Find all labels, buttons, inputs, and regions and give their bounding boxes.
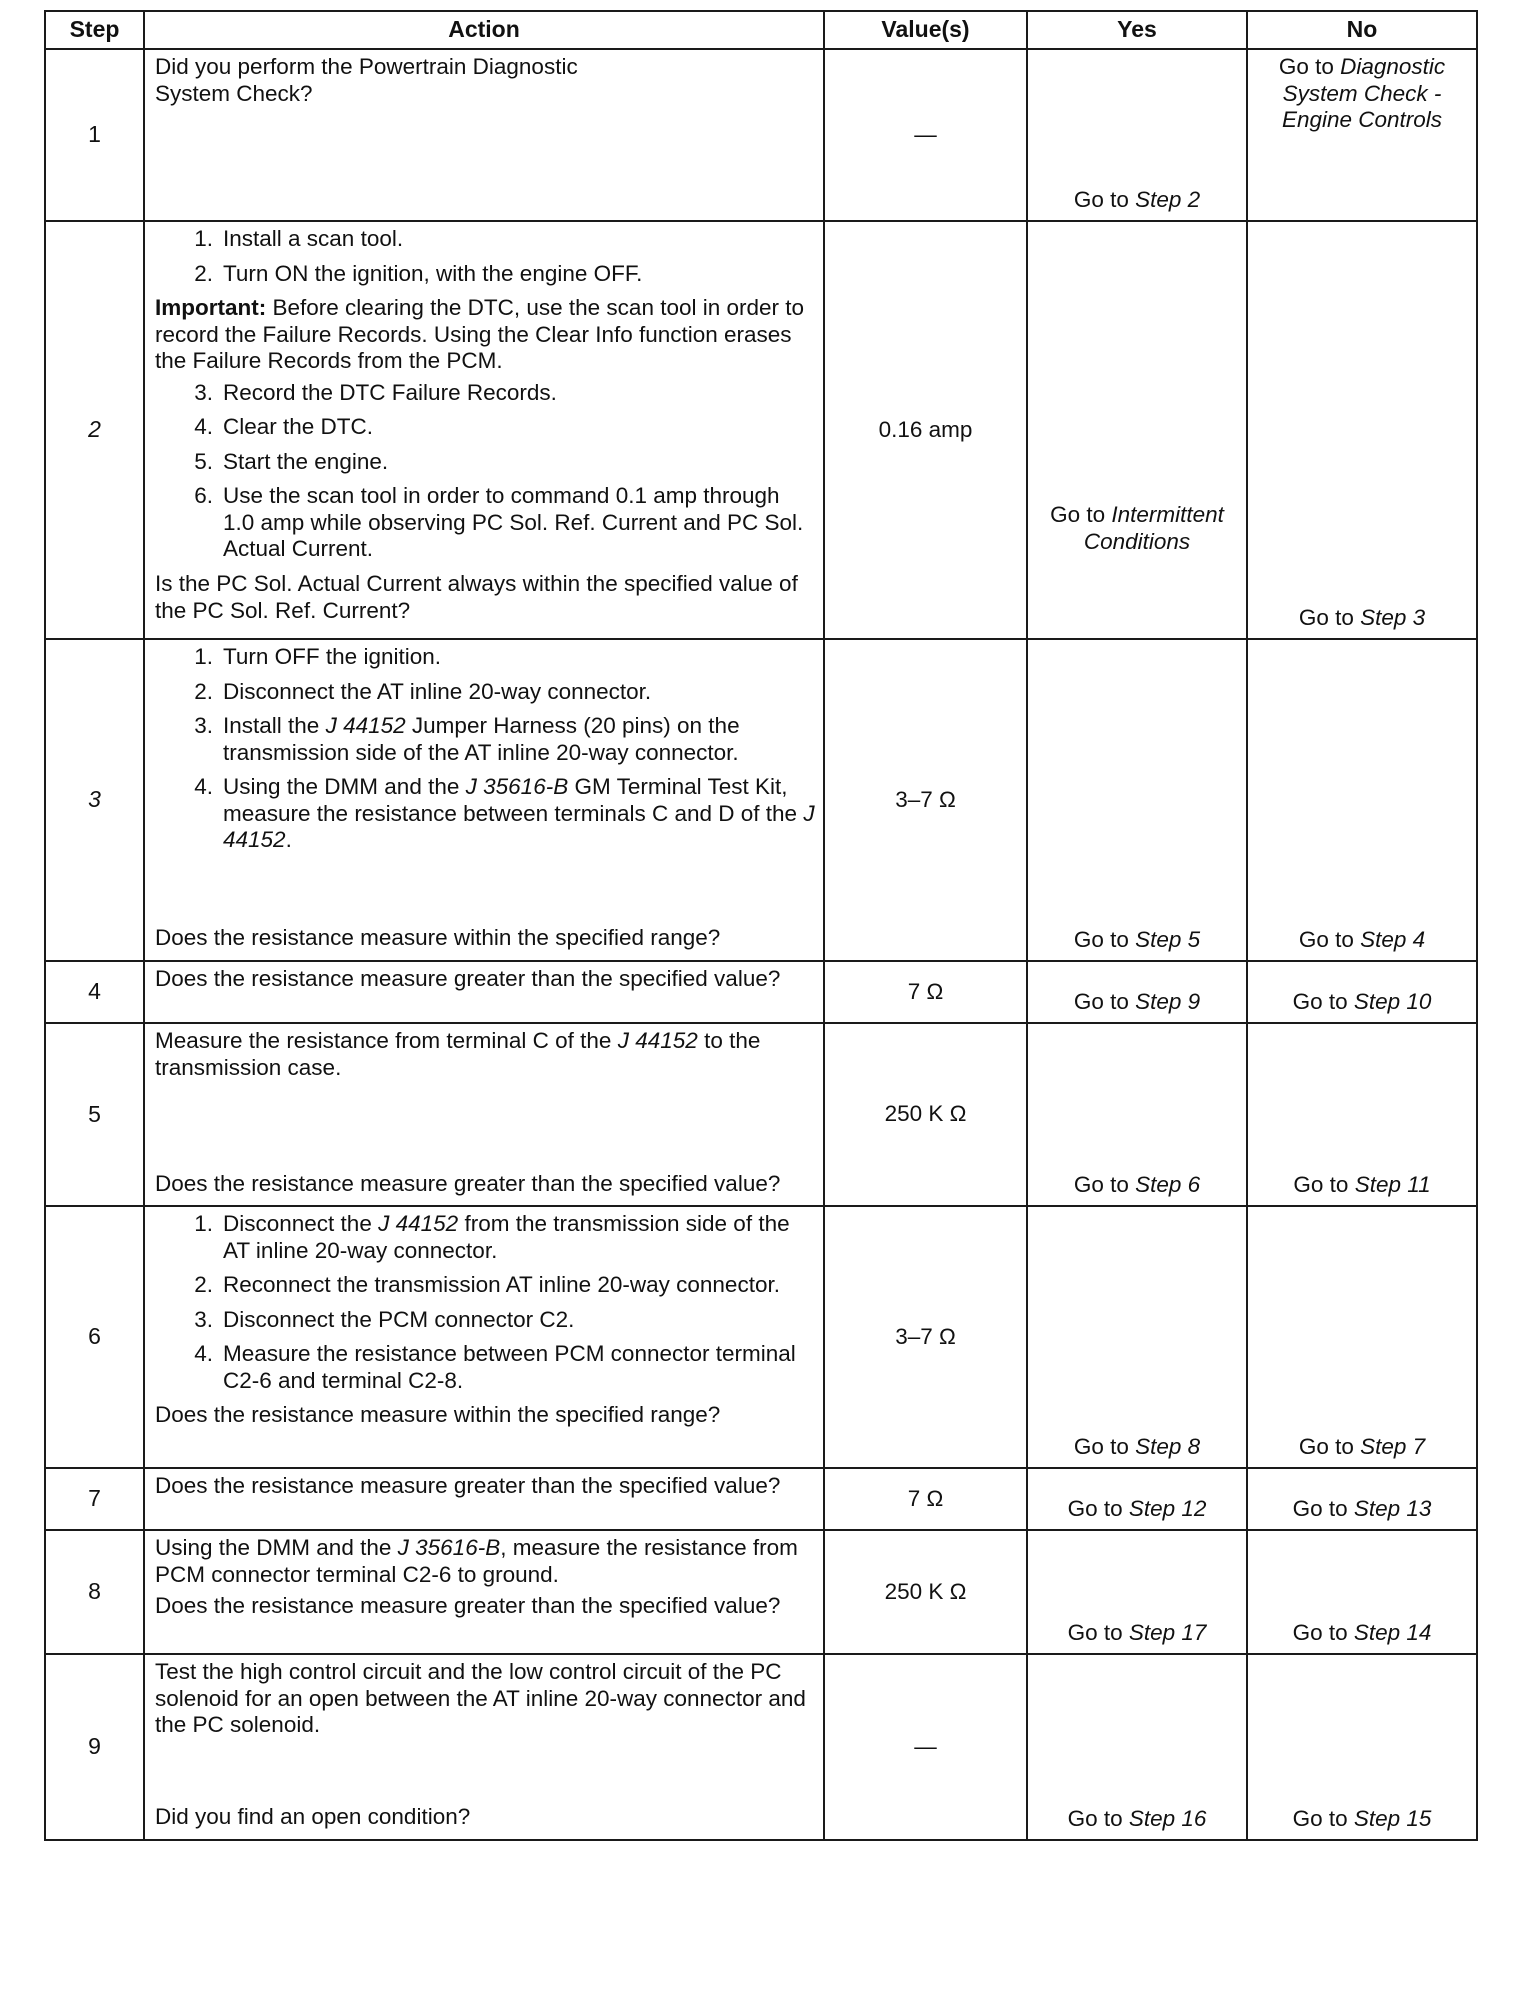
yes-cell[interactable]: [1027, 1023, 1247, 1206]
goto-label: Go to: [1073, 1434, 1129, 1460]
yes-cell[interactable]: [1027, 1530, 1247, 1654]
list-item: 4. Using the DMM and the J 35616-B GM Terminal Test Kit, measure the resistance between terminals C and D of the J 44152.: [194, 774, 815, 853]
no-target-link[interactable]: Step 3: [1360, 605, 1426, 631]
yes-cell[interactable]: [1027, 1468, 1247, 1530]
action-cell: [144, 1654, 824, 1840]
yes-target-link[interactable]: Step 8: [1135, 1434, 1201, 1460]
procedure-list: [155, 644, 815, 862]
yes-cell[interactable]: [1027, 49, 1247, 221]
yes-cell[interactable]: [1027, 221, 1247, 639]
no-target-link[interactable]: Diagnostic System Check - Engine Controls: [1281, 54, 1446, 133]
action-cell: [144, 1206, 824, 1468]
action-text: Did you perform the Powertrain Diagnostic: [155, 54, 578, 79]
list-item: 1. Turn OFF the ignition.: [194, 644, 442, 669]
question-text: Does the resistance measure greater than the specified value?: [155, 966, 781, 991]
goto-label: Go to: [1278, 54, 1334, 79]
goto-label: Go to: [1292, 1496, 1348, 1522]
yes-cell[interactable]: [1027, 639, 1247, 961]
diagnostic-table: [44, 10, 1478, 1841]
goto-label: Go to: [1073, 989, 1129, 1015]
action-text: Using the DMM and the J 35616-B, measure the resistance from PCM connector terminal C2-6 to ground.: [155, 1535, 798, 1587]
yes-cell[interactable]: [1027, 1654, 1247, 1840]
tool-ref: J 35616-B: [465, 774, 569, 800]
header-row: [45, 11, 1477, 49]
action-text: Test the high control circuit and the low control circuit of the PC solenoid for an open between the AT inline 20-way connector and the PC solenoid.: [155, 1659, 806, 1738]
list-item: 4. Clear the DTC.: [194, 414, 374, 440]
question-text: Does the resistance measure greater than the specified value?: [155, 1171, 781, 1197]
list-item: 2. Turn ON the ignition, with the engine OFF.: [194, 260, 643, 286]
value-cell: 3–7 Ω: [824, 639, 1027, 961]
goto-label: Go to: [1293, 1172, 1349, 1198]
yes-target-link[interactable]: Step 12: [1128, 1496, 1207, 1522]
question-text: Does the resistance measure within the specified range?: [155, 925, 721, 951]
goto-label: Go to: [1050, 502, 1106, 527]
important-label: Important:: [155, 295, 267, 321]
tool-ref: J 44152: [378, 1211, 459, 1236]
yes-target-link[interactable]: Step 2: [1135, 187, 1201, 213]
action-text: System Check?: [155, 80, 313, 106]
action-cell: [144, 1468, 824, 1530]
value-cell: 250 K Ω: [824, 1023, 1027, 1206]
step-number: 1: [45, 49, 144, 221]
list-item: 5. Start the engine.: [194, 448, 389, 474]
value-cell: 250 K Ω: [824, 1530, 1027, 1654]
action-cell: [144, 221, 824, 639]
goto-label: Go to: [1292, 1620, 1348, 1646]
question-text: Does the resistance measure greater than the specified value?: [155, 1593, 781, 1619]
no-cell[interactable]: [1247, 961, 1477, 1023]
no-cell[interactable]: [1247, 639, 1477, 961]
goto-label: Go to: [1292, 1806, 1348, 1832]
list-item: 3. Install the J 44152 Jumper Harness (20 pins) on the transmission side of the AT inline 20-way connector.: [194, 713, 740, 765]
no-target-link[interactable]: Step 4: [1360, 927, 1426, 953]
important-note: [155, 295, 815, 375]
yes-cell[interactable]: [1027, 961, 1247, 1023]
action-cell: [144, 639, 824, 961]
table-row-step-1: [45, 49, 1477, 221]
header-action: Action: [144, 11, 824, 49]
yes-target-link[interactable]: Step 16: [1128, 1806, 1207, 1832]
no-target-link[interactable]: Step 14: [1353, 1620, 1432, 1646]
goto-label: Go to: [1067, 1620, 1123, 1646]
yes-target-link[interactable]: Intermittent Conditions: [1083, 502, 1224, 554]
value-cell: 3–7 Ω: [824, 1206, 1027, 1468]
header-values: Value(s): [824, 11, 1027, 49]
header-step: Step: [45, 11, 144, 49]
table-row-step-8: [45, 1530, 1477, 1654]
action-cell: [144, 1023, 824, 1206]
no-cell[interactable]: [1247, 221, 1477, 639]
value-cell: 7 Ω: [824, 1468, 1027, 1530]
yes-target-link[interactable]: Step 17: [1128, 1620, 1207, 1646]
tool-ref: J 44152: [325, 713, 406, 739]
step-number: 8: [45, 1530, 144, 1654]
value-cell: 0.16 amp: [824, 221, 1027, 639]
goto-label: Go to: [1067, 1496, 1123, 1522]
table-row-step-5: [45, 1023, 1477, 1206]
no-cell[interactable]: [1247, 1206, 1477, 1468]
table-row-step-7: [45, 1468, 1477, 1530]
procedure-list: [155, 1211, 815, 1394]
value-cell: —: [824, 49, 1027, 221]
no-cell[interactable]: [1247, 1023, 1477, 1206]
step-number: 7: [45, 1468, 144, 1530]
step-number: 9: [45, 1654, 144, 1840]
step-number: 6: [45, 1206, 144, 1468]
no-cell[interactable]: [1247, 1654, 1477, 1840]
table-row-step-6: [45, 1206, 1477, 1468]
table-row-step-4: [45, 961, 1477, 1023]
goto-label: Go to: [1073, 1172, 1129, 1198]
goto-label: Go to: [1073, 927, 1129, 953]
list-item: 1. Install a scan tool.: [194, 226, 404, 251]
goto-label: Go to: [1298, 927, 1354, 953]
list-item: 3. Record the DTC Failure Records.: [194, 379, 557, 405]
procedure-list: [155, 226, 815, 287]
yes-target-link[interactable]: Step 9: [1135, 989, 1201, 1015]
tool-ref: J 35616-B: [397, 1535, 501, 1560]
no-target-link[interactable]: Step 7: [1360, 1434, 1426, 1460]
procedure-list: [155, 380, 815, 563]
table-row-step-2: [45, 221, 1477, 639]
action-cell: [144, 1530, 824, 1654]
step-number: 4: [45, 961, 144, 1023]
goto-label: Go to: [1298, 1434, 1354, 1460]
no-target-link[interactable]: Step 11: [1354, 1172, 1431, 1198]
step-number: 5: [45, 1023, 144, 1206]
yes-target-link[interactable]: Step 5: [1135, 927, 1201, 953]
yes-cell[interactable]: [1027, 1206, 1247, 1468]
value-cell: —: [824, 1654, 1027, 1840]
no-cell[interactable]: [1247, 1468, 1477, 1530]
list-item: 2. Disconnect the AT inline 20-way connector.: [194, 678, 652, 704]
no-cell[interactable]: [1247, 1530, 1477, 1654]
list-item: 1. Disconnect the J 44152 from the transmission side of the AT inline 20-way connector.: [194, 1211, 790, 1263]
action-cell: [144, 961, 824, 1023]
question-text: Does the resistance measure within the specified range?: [155, 1402, 721, 1428]
list-item: 4. Measure the resistance between PCM connector terminal C2-6 and terminal C2-8.: [194, 1341, 796, 1393]
no-target-link[interactable]: Step 10: [1353, 989, 1432, 1015]
tool-ref: J 44152: [223, 800, 815, 853]
no-target-link[interactable]: Step 13: [1353, 1496, 1432, 1522]
question-text: Does the resistance measure greater than the specified value?: [155, 1473, 781, 1498]
step-number: 3: [45, 639, 144, 961]
no-cell[interactable]: [1247, 49, 1477, 221]
list-item: 3. Disconnect the PCM connector C2.: [194, 1306, 575, 1332]
yes-target-link[interactable]: Step 6: [1135, 1172, 1201, 1198]
value-cell: 7 Ω: [824, 961, 1027, 1023]
table-row-step-3: [45, 639, 1477, 961]
goto-label: Go to: [1298, 605, 1354, 631]
important-text: Before clearing the DTC, use the scan tool in order to record the Failure Records. Using the Clear Info function erases the Failure Records from the PCM.: [155, 295, 805, 374]
header-no: No: [1247, 11, 1477, 49]
no-target-link[interactable]: Step 15: [1353, 1806, 1432, 1832]
action-text: Measure the resistance from terminal C of the J 44152 to the transmission case.: [155, 1028, 761, 1080]
header-yes: Yes: [1027, 11, 1247, 49]
step-number: 2: [45, 221, 144, 639]
list-item: 2. Reconnect the transmission AT inline 20-way connector.: [194, 1272, 780, 1298]
tool-ref: J 44152: [617, 1028, 698, 1053]
goto-label: Go to: [1292, 989, 1348, 1015]
question-text: Is the PC Sol. Actual Current always within the specified value of the PC Sol. Ref. Current?: [155, 571, 798, 623]
table-row-step-9: [45, 1654, 1477, 1840]
goto-label: Go to: [1073, 187, 1129, 213]
action-cell: [144, 49, 824, 221]
list-item: 6. Use the scan tool in order to command 0.1 amp through 1.0 amp while observing PC Sol. Ref. Current and PC Sol. Actual Current.: [194, 483, 804, 562]
goto-label: Go to: [1067, 1806, 1123, 1832]
question-text: Did you find an open condition?: [155, 1804, 471, 1830]
